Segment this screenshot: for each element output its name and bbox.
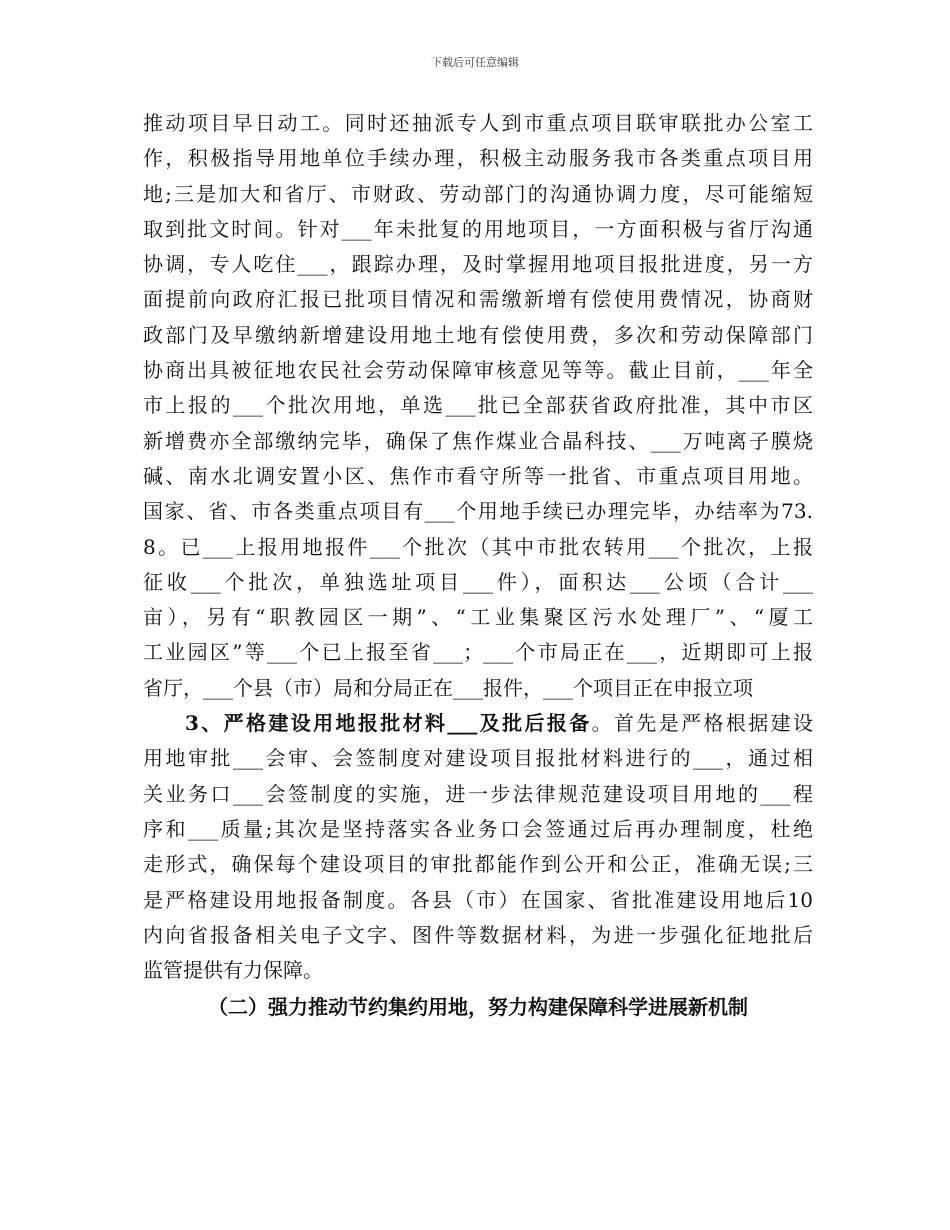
page-header: 下载后可任意编辑: [431, 56, 519, 69]
text-line: 作，积极指导用地单位手续办理，积极主动服务我市各类重点项目用: [143, 146, 813, 171]
text-line: 亩），另有“职教园区一期”、“工业集聚区污水处理厂”、“厦工: [143, 605, 813, 630]
text-line: 工业园区”等___个已上报至省___；___个市局正在___，近期即可上报: [143, 640, 813, 665]
text-line: 用地审批___会审、会签制度对建设项目报批材料进行的___，通过相: [143, 746, 813, 771]
text-line: 市上报的___个批次用地，单选___批已全部获省政府批准，其中市区: [143, 393, 813, 418]
text-line: 省厅，___个县（市）局和分局正在___报件，___个项目正在申报立项: [143, 675, 753, 700]
text-line: 地;三是加大和省厅、市财政、劳动部门的沟通协调力度，尽可能缩短: [143, 181, 813, 206]
text-line: 协调，专人吃住___，跟踪办理，及时掌握用地项目报批进度，另一方: [143, 252, 813, 277]
text-line: 面提前向政府汇报已批项目情况和需缴新增有偿使用费情况，协商财: [143, 287, 813, 312]
document-body: [143, 106, 813, 1026]
text-line: 取到批文时间。针对___年未批复的用地项目，一方面积极与省厅沟通: [143, 216, 813, 241]
text-line: 推动项目早日动工。同时还抽派专人到市重点项目联审联批办公室工: [143, 111, 813, 135]
text-line: 监管提供有力保障。: [143, 958, 323, 983]
text-line: 国家、省、市各类重点项目有___个用地手续已办理完毕，办结率为73.: [143, 499, 813, 524]
text-line: 走形式，确保每个建设项目的审批都能作到公开和公正，准确无误;三: [143, 852, 813, 877]
text-line: 征收___个批次，单独选址项目___件），面积达___公顷（合计___: [143, 569, 813, 594]
paragraph-1: [143, 106, 813, 706]
text-line: 内向省报备相关电子文字、图件等数据材料，为进一步强化征地批后: [143, 922, 813, 947]
text-line: 序和___质量;其次是坚持落实各业务口会签通过后再办理制度，杜绝: [143, 816, 813, 841]
paragraph-lead-text: 。首先是严格根据建设: [591, 711, 813, 736]
paragraph-lead-heading: 3、严格建设用地报批材料___及批后报备: [185, 711, 592, 736]
text-line: 8。已___上报用地报件___个批次（其中市批农转用___个批次，上报: [143, 534, 813, 559]
text-line: 是严格建设用地报备制度。各县（市）在国家、省批准建设用地后10: [143, 887, 813, 912]
text-line: 关业务口___会签制度的实施，进一步法律规范建设项目用地的___程: [143, 781, 813, 806]
text-line: 协商出具被征地农民社会劳动保障审核意见等等。截止目前，___年全: [143, 358, 813, 383]
text-line: 政部门及早缴纳新增建设用地土地有偿使用费，多次和劳动保障部门: [143, 322, 813, 347]
text-line: 新增费亦全部缴纳完毕，确保了焦作煤业合晶科技、___万吨离子膜烧: [143, 428, 813, 453]
text-line: 碱、南水北调安置小区、焦作市看守所等一批省、市重点项目用地。: [143, 463, 813, 488]
section-heading: （二）强力推动节约集约用地，努力构建保障科学进展新机制: [208, 995, 748, 1020]
paragraph-2: [143, 706, 813, 988]
text-line: [143, 706, 813, 741]
